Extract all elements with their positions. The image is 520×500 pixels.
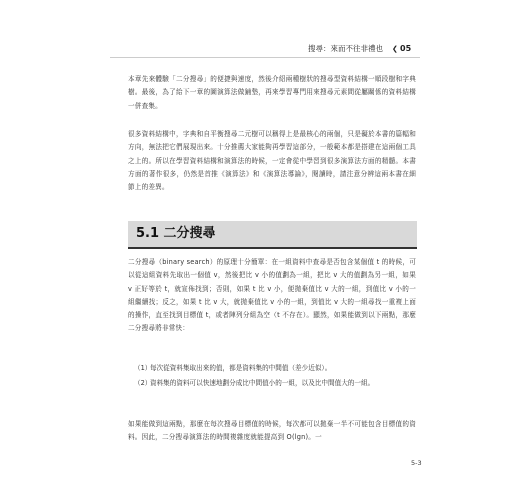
context-paragraph: 很多資料結構中，字典和自平衡搜尋二元樹可以稱得上是最核心的兩個，只是礙於本書的篇幅和方向，無法把它們展現出來。十分推薦大家能夠再學習這部分，一般範本都是搭建在這兩個工具之上的。所以在學習資料結構和演算法的時候，一定會從中學習到很多演算法方面的精髓。本書方面的著作很多，仍然是首推《演算法》和《演算法導論》，閱讀時，請注意分辨這兩本書在細節上的差異。 [128,130,416,192]
chapter-title: 搜尋：來而不往非禮也 [308,44,383,53]
list-marker: （1） [134,364,152,372]
section-heading-bar [128,221,417,249]
running-header [308,42,418,56]
chapter-arrow-icon: ❮ [392,45,398,53]
binary-search-paragraph: 二分搜尋（binary search）的原理十分簡單：在一組資料中查尋是否包含某個值 t 的時候，可以從這組資料先取出一個值 v，然後把比 v 小的值劃為一組，把比 v 大的值劃為另一組，如果 v 正好等於 t，就宣佈找到；否則，如果 t 比 v 小，便拋棄值比 v 大的一組，到值比 v 小的一組繼續找；反之，如果 t 比 v 大，就拋棄值比 v 小的一組，到值比 v 大的一組尋找一重複上面的操作，直至找到目標值 t，或者陣列分組為空（t 不存在）。顯然，如果能做到以下兩點，那麼二分搜尋將非常快： [128,258,416,333]
header-divider [110,57,420,58]
page-number: 5-3 [411,459,422,467]
list-text: 每次從資料集取出來的值，都是資料集的中間值（差少近似）。 [150,364,332,372]
chapter-number: 05 [400,44,412,53]
intro-paragraph: 本章先來體驗「二分搜尋」的便捷與速度，然後介紹兩種樹狀的搜尋型資料結構一順段樹和字典樹。最後，為了給下一章的圖演算法做鋪墊，再來學習專門用來搜尋元素間從屬關係的資料結構一併查集。 [128,75,416,110]
conclusion-paragraph: 如果能做到這兩點，那麼在每次搜尋目標值的時候，每次都可以拋棄一半不可能包含目標值的資料。因此，二分搜尋演算法的時間複雜度就能提高到 O(lgn)。一 [128,420,416,442]
section-title: 5.1 二分搜尋 [136,226,216,241]
list-marker: （2） [134,379,152,387]
list-text: 資料集的資料可以快速地劃分成比中間值小的一組，以及比中間值大的一組。 [150,379,375,387]
